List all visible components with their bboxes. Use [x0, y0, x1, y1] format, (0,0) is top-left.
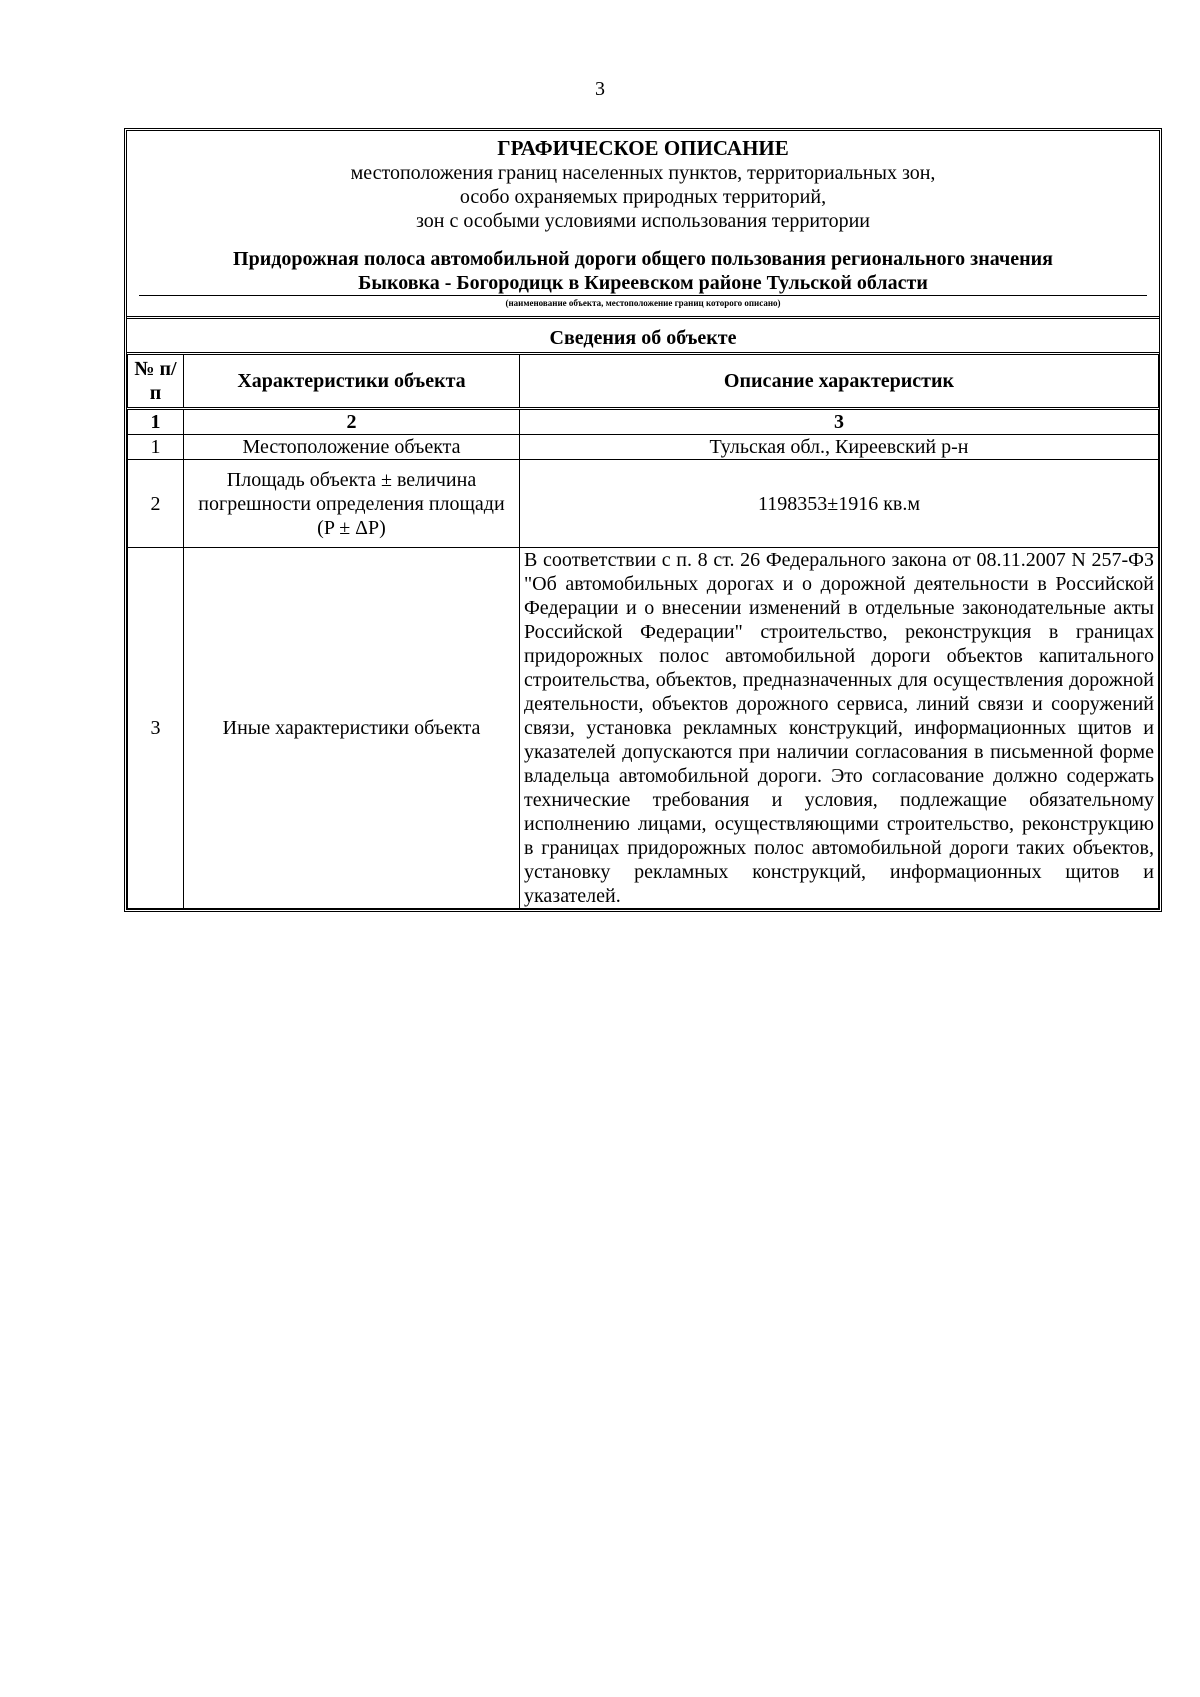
row-description: 1198353±1916 кв.м: [520, 460, 1159, 548]
object-name-line-2: Быковка - Богородицк в Киреевском районе Тульской области: [139, 271, 1147, 296]
row-number: 3: [128, 548, 184, 909]
object-name-line-1: Придорожная полоса автомобильной дороги общего пользования регионального значения: [233, 248, 1053, 270]
object-info-table: [127, 352, 1159, 909]
form-subtitle-line-3: зон с особыми условиями использования территории: [415, 210, 871, 232]
row-number: 2: [128, 460, 184, 548]
graphic-description-form: [124, 128, 1162, 912]
table-row: [128, 548, 1159, 909]
row-characteristic: Местоположение объекта: [184, 435, 520, 460]
column-header-characteristic: Характеристики объекта: [184, 354, 520, 409]
column-number-1: 1: [128, 409, 184, 435]
table-header-row: [128, 354, 1159, 409]
object-name-caption: (наименование объекта, местоположение границ которого описано): [505, 298, 781, 308]
row-number: 1: [128, 435, 184, 460]
table-row: [128, 460, 1159, 548]
column-header-number: № п/п: [128, 354, 184, 409]
column-number-2: 2: [184, 409, 520, 435]
column-numbers-row: [128, 409, 1159, 435]
column-header-description: Описание характеристик: [520, 354, 1159, 409]
row-characteristic: Площадь объекта ± величина погрешности определения площади (P ± ΔP): [184, 460, 520, 548]
table-row: [128, 435, 1159, 460]
page-number: 3: [595, 78, 605, 100]
column-number-3: 3: [520, 409, 1159, 435]
form-subtitle-line-2: особо охраняемых природных территорий,: [459, 186, 827, 208]
section-title: Сведения об объекте: [127, 316, 1159, 352]
row-characteristic: Иные характеристики объекта: [184, 548, 520, 909]
form-title: ГРАФИЧЕСКОЕ ОПИСАНИЕ: [497, 136, 789, 160]
form-subtitle-line-1: местоположения границ населенных пунктов, территориальных зон,: [350, 162, 936, 184]
row-description: В соответствии с п. 8 ст. 26 Федерального закона от 08.11.2007 N 257-ФЗ "Об автомобильных дорогах и о дорожной деятельности в Российской Федерации и о внесении изменений в отдельные законодательные акты Российской Федерации" строительство, реконструкция в границах придорожных полос автомобильной дороги объектов капитального строительства, объектов, предназначенных для осуществления дорожной деятельности, объектов дорожного сервиса, линий связи и сооружений связи, установка рекламных конструкций, информационных щитов и указателей допускаются при наличии согласования в письменной форме владельца автомобильной дороги. Это согласование должно содержать технические требования и условия, подлежащие обязательному исполнению лицами, осуществляющими строительство, реконструкцию в границах придорожных полос автомобильной дороги таких объектов, установку рекламных конструкций, информационных щитов и указателей.: [520, 548, 1159, 909]
row-description: Тульская обл., Киреевский р-н: [520, 435, 1159, 460]
form-header: [127, 131, 1159, 316]
